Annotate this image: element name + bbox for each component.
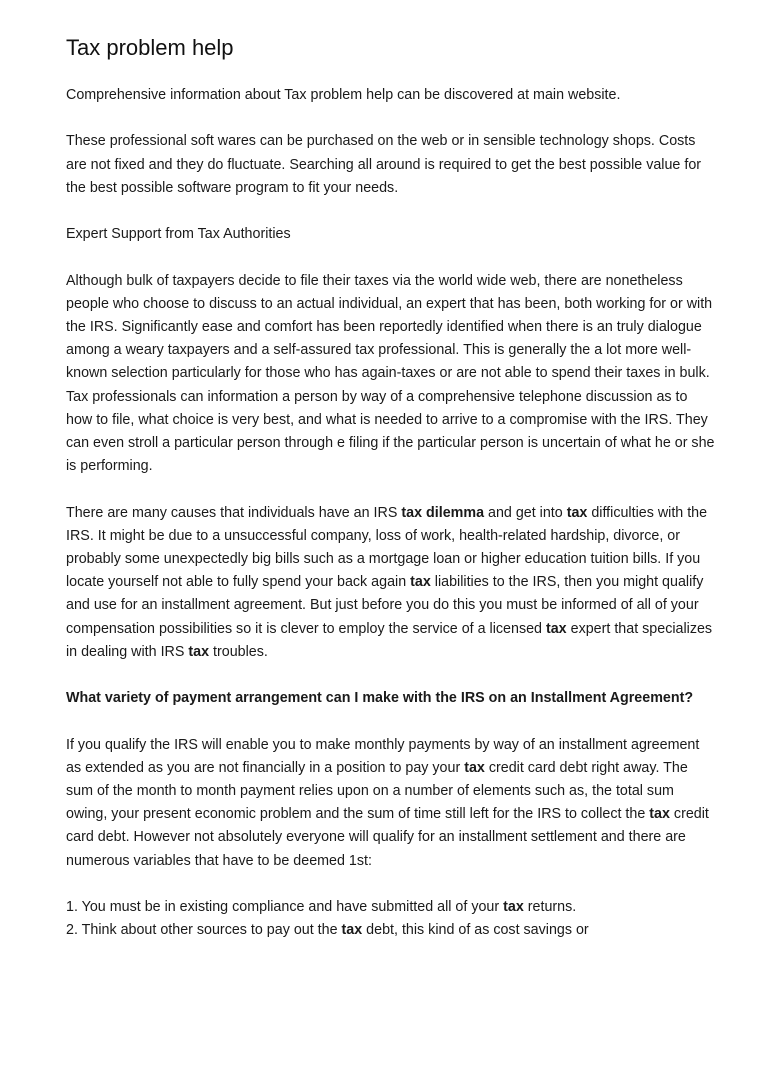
- keyword-bold: tax: [464, 759, 485, 776]
- text-run: credit card debt right away. The sum of the month to month payment relies upon on a number of elements such as, the total sum owing, your present economic problem and the sum of time still left for the IRS to collect the: [66, 759, 688, 823]
- keyword-bold: tax: [545, 620, 567, 637]
- text-run: If you qualify the IRS will enable you to make monthly payments by way of an installment agreement as extended as you are not financially in a position to pay your: [66, 736, 700, 776]
- keyword-bold: tax: [410, 574, 431, 591]
- document-page: [66, 34, 716, 942]
- text-run: debt, this kind of as cost savings or: [362, 922, 589, 939]
- text-run: returns.: [523, 899, 577, 915]
- paragraph-tax-professionals: Although bulk of taxpayers decide to file their taxes via the world wide web, there are nonetheless people who choose to discuss to an actual individual, an expert that has been, both working for or with the IRS. Significantly ease and comfort has been reportedly identified when there is an truly dialogue among a weary taxpayers and a self-assured tax professional. This is generally the a lot more well-known selection particularly for those who has again-taxes or are not able to spend their taxes in bulk. Tax professionals can information a person by way of a comprehensive telephone discussion as to how to file, what choice is very best, and what is needed to arrive to a compromise with the IRS. They can even stroll a particular person through e filing if the particular person is uncertain of what he or she is performing.: [66, 272, 715, 475]
- text-run: liabilities to the IRS, then you might qualify and use for an installment agreement. But just before you do this you must be informed of all of your compensation possibilities so it is clever to employ the service of a licensed: [66, 574, 704, 637]
- keyword-bold: tax: [566, 504, 588, 521]
- text-run: and get into: [484, 504, 567, 521]
- paragraph-installment: [66, 734, 716, 873]
- list-item: [66, 896, 716, 919]
- keyword-bold: tax dilemma: [401, 504, 485, 521]
- text-run: 2. Think about other sources to pay out the: [66, 922, 342, 939]
- paragraph-irs-causes: [66, 502, 716, 664]
- text-run: There are many causes that individuals have an IRS: [66, 504, 402, 521]
- text-run: credit card debt. However not absolutely everyone will qualify for an installment settlement and there are numerous variables that have to be deemed 1st:: [66, 806, 709, 869]
- text-run: troubles.: [209, 643, 268, 660]
- list-item: [66, 919, 716, 942]
- text-run: difficulties with the IRS. It might be due to a unsuccessful company, loss of work, health-related hardship, divorce, or probably some unexpectedly big bills such as a mortgage loan or higher education tuition bills. If you locate yourself not able to fully spend your back again: [66, 504, 708, 591]
- paragraph-software: These professional soft wares can be purchased on the web or in sensible technology shops. Costs are not fixed and they do fluctuate. Searching all around is required to get the best possible value for the best possible software program to fit your needs.: [66, 133, 702, 196]
- keyword-bold: tax: [503, 899, 524, 915]
- document-title: Tax problem help: [66, 35, 234, 60]
- text-run: 1. You must be in existing compliance and have submitted all of your: [66, 899, 504, 915]
- keyword-bold: tax: [188, 643, 210, 660]
- subheading-expert-support: Expert Support from Tax Authorities: [66, 226, 291, 243]
- bold-heading-payment: What variety of payment arrangement can I make with the IRS on an Installment Agreement?: [66, 690, 694, 707]
- intro-paragraph: Comprehensive information about Tax problem help can be discovered at main website.: [66, 87, 621, 103]
- text-run: expert that specializes in dealing with IRS: [66, 620, 713, 660]
- keyword-bold: tax: [649, 806, 670, 823]
- keyword-bold: tax: [341, 922, 363, 939]
